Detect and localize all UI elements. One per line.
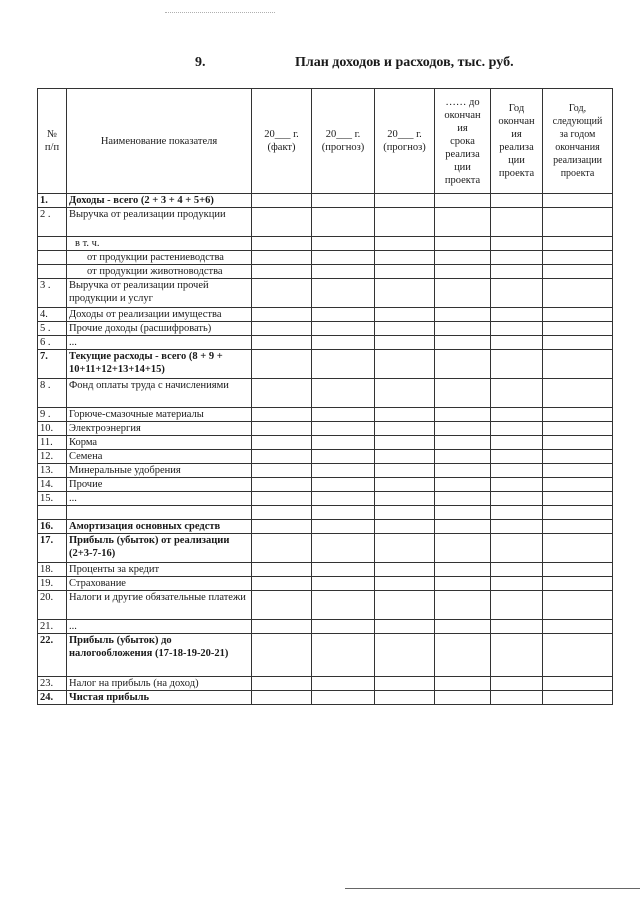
- table-row: [38, 350, 613, 379]
- value-cell[interactable]: [252, 308, 312, 322]
- table-row: [38, 422, 613, 436]
- value-cell[interactable]: [491, 492, 543, 506]
- col-header-number: № п/п: [38, 89, 67, 194]
- value-cell[interactable]: [252, 379, 312, 408]
- value-cell[interactable]: [491, 251, 543, 265]
- value-cell[interactable]: [252, 464, 312, 478]
- row-indicator-name: Электроэнергия: [67, 422, 252, 436]
- value-cell[interactable]: [543, 577, 613, 591]
- table-row: [38, 265, 613, 279]
- table-row: [38, 534, 613, 563]
- value-cell[interactable]: [491, 591, 543, 620]
- value-cell[interactable]: [375, 591, 435, 620]
- row-indicator-name: Чистая прибыль: [67, 691, 252, 705]
- value-cell[interactable]: [435, 265, 491, 279]
- row-indicator-name: Текущие расходы - всего (8 + 9 + 10+11+12+13+14+15): [67, 350, 252, 379]
- value-cell[interactable]: [312, 194, 375, 208]
- value-cell[interactable]: [435, 620, 491, 634]
- col-header-until-end: …… до окончан ия срока реализа ции проекта: [435, 89, 491, 194]
- value-cell[interactable]: [435, 194, 491, 208]
- value-cell[interactable]: [543, 322, 613, 336]
- value-cell[interactable]: [543, 350, 613, 379]
- value-cell[interactable]: [491, 194, 543, 208]
- table-row: [38, 691, 613, 705]
- value-cell[interactable]: [435, 577, 491, 591]
- row-indicator-name: Семена: [67, 450, 252, 464]
- value-cell[interactable]: [375, 492, 435, 506]
- row-indicator-name: Прочие доходы (расшифровать): [67, 322, 252, 336]
- row-indicator-name: от продукции животноводства: [67, 265, 252, 279]
- value-cell[interactable]: [543, 506, 613, 520]
- value-cell[interactable]: [312, 534, 375, 563]
- row-number: 6 .: [38, 336, 67, 350]
- row-number: 22.: [38, 634, 67, 677]
- row-indicator-name: Налоги и другие обязательные платежи: [67, 591, 252, 620]
- value-cell[interactable]: [375, 194, 435, 208]
- value-cell[interactable]: [435, 478, 491, 492]
- value-cell[interactable]: [375, 379, 435, 408]
- row-indicator-name: Горюче-смазочные материалы: [67, 408, 252, 422]
- value-cell[interactable]: [252, 279, 312, 308]
- table-row: [38, 408, 613, 422]
- row-indicator-name: Фонд оплаты труда с начислениями: [67, 379, 252, 408]
- scan-artifact: [165, 12, 275, 15]
- value-cell[interactable]: [435, 208, 491, 237]
- value-cell[interactable]: [435, 591, 491, 620]
- value-cell[interactable]: [491, 506, 543, 520]
- col-header-year2: 20___ г. (прогноз): [312, 89, 375, 194]
- value-cell[interactable]: [252, 478, 312, 492]
- value-cell[interactable]: [312, 350, 375, 379]
- value-cell[interactable]: [435, 534, 491, 563]
- value-cell[interactable]: [252, 506, 312, 520]
- row-number: 3 .: [38, 279, 67, 308]
- row-number: 1.: [38, 194, 67, 208]
- page-title: План доходов и расходов, тыс. руб.: [295, 55, 514, 70]
- value-cell[interactable]: [435, 422, 491, 436]
- value-cell[interactable]: [252, 691, 312, 705]
- value-cell[interactable]: [252, 408, 312, 422]
- value-cell[interactable]: [435, 464, 491, 478]
- value-cell[interactable]: [312, 563, 375, 577]
- value-cell[interactable]: [312, 577, 375, 591]
- value-cell[interactable]: [435, 308, 491, 322]
- table-row: [38, 336, 613, 350]
- value-cell[interactable]: [543, 336, 613, 350]
- col-header-year3: 20___ г. (прогноз): [375, 89, 435, 194]
- table-row: [38, 478, 613, 492]
- value-cell[interactable]: [491, 279, 543, 308]
- table-row: [38, 577, 613, 591]
- value-cell[interactable]: [375, 350, 435, 379]
- value-cell[interactable]: [312, 620, 375, 634]
- row-indicator-name: ...: [67, 492, 252, 506]
- row-number: 15.: [38, 492, 67, 506]
- row-number: 17.: [38, 534, 67, 563]
- table-row: [38, 208, 613, 237]
- value-cell[interactable]: [375, 422, 435, 436]
- value-cell[interactable]: [375, 251, 435, 265]
- row-indicator-name: Амортизация основных средств: [67, 520, 252, 534]
- row-number: 23.: [38, 677, 67, 691]
- row-indicator-name: Выручка от реализации продукции: [67, 208, 252, 237]
- value-cell[interactable]: [252, 634, 312, 677]
- row-indicator-name: в т. ч.: [67, 237, 252, 251]
- table-body: [38, 194, 613, 705]
- value-cell[interactable]: [435, 408, 491, 422]
- value-cell[interactable]: [252, 492, 312, 506]
- value-cell[interactable]: [375, 408, 435, 422]
- value-cell[interactable]: [312, 322, 375, 336]
- value-cell[interactable]: [375, 634, 435, 677]
- value-cell[interactable]: [491, 308, 543, 322]
- value-cell[interactable]: [435, 251, 491, 265]
- value-cell[interactable]: [312, 308, 375, 322]
- value-cell[interactable]: [435, 350, 491, 379]
- value-cell[interactable]: [435, 563, 491, 577]
- row-number: 20.: [38, 591, 67, 620]
- value-cell[interactable]: [312, 422, 375, 436]
- table-row: [38, 237, 613, 251]
- row-indicator-name: Доходы - всего (2 + 3 + 4 + 5+6): [67, 194, 252, 208]
- row-indicator-name: Прибыль (убыток) до налогообложения (17-18-19-20-21): [67, 634, 252, 677]
- value-cell[interactable]: [252, 436, 312, 450]
- value-cell[interactable]: [312, 265, 375, 279]
- value-cell[interactable]: [252, 422, 312, 436]
- value-cell[interactable]: [435, 279, 491, 308]
- value-cell[interactable]: [312, 208, 375, 237]
- table-row: [38, 279, 613, 308]
- value-cell[interactable]: [435, 237, 491, 251]
- row-indicator-name: ...: [67, 620, 252, 634]
- value-cell[interactable]: [543, 591, 613, 620]
- value-cell[interactable]: [375, 520, 435, 534]
- value-cell[interactable]: [375, 478, 435, 492]
- value-cell[interactable]: [435, 677, 491, 691]
- value-cell[interactable]: [491, 464, 543, 478]
- value-cell[interactable]: [435, 520, 491, 534]
- value-cell[interactable]: [252, 251, 312, 265]
- value-cell[interactable]: [435, 322, 491, 336]
- value-cell[interactable]: [543, 563, 613, 577]
- value-cell[interactable]: [543, 251, 613, 265]
- row-number: [38, 506, 67, 520]
- col-header-end-year: Год окончан ия реализа ции проекта: [491, 89, 543, 194]
- row-indicator-name: Выручка от реализации прочей продукции и услуг: [67, 279, 252, 308]
- value-cell[interactable]: [252, 577, 312, 591]
- value-cell[interactable]: [491, 520, 543, 534]
- value-cell[interactable]: [491, 691, 543, 705]
- value-cell[interactable]: [375, 436, 435, 450]
- row-number: [38, 251, 67, 265]
- row-indicator-name: от продукции растениеводства: [67, 251, 252, 265]
- value-cell[interactable]: [312, 506, 375, 520]
- value-cell[interactable]: [543, 691, 613, 705]
- value-cell[interactable]: [375, 691, 435, 705]
- value-cell[interactable]: [543, 379, 613, 408]
- value-cell[interactable]: [491, 478, 543, 492]
- value-cell[interactable]: [543, 265, 613, 279]
- value-cell[interactable]: [543, 634, 613, 677]
- row-number: 21.: [38, 620, 67, 634]
- table-row: [38, 563, 613, 577]
- value-cell[interactable]: [252, 563, 312, 577]
- row-number: 4.: [38, 308, 67, 322]
- value-cell[interactable]: [435, 450, 491, 464]
- row-number: 10.: [38, 422, 67, 436]
- value-cell[interactable]: [491, 450, 543, 464]
- row-number: 7.: [38, 350, 67, 379]
- value-cell[interactable]: [375, 308, 435, 322]
- value-cell[interactable]: [543, 534, 613, 563]
- value-cell[interactable]: [252, 450, 312, 464]
- value-cell[interactable]: [375, 208, 435, 237]
- row-number: 19.: [38, 577, 67, 591]
- value-cell[interactable]: [543, 450, 613, 464]
- row-number: 13.: [38, 464, 67, 478]
- value-cell[interactable]: [252, 322, 312, 336]
- table-row: [38, 322, 613, 336]
- value-cell[interactable]: [252, 194, 312, 208]
- value-cell[interactable]: [491, 208, 543, 237]
- value-cell[interactable]: [435, 691, 491, 705]
- table-row: [38, 450, 613, 464]
- value-cell[interactable]: [543, 279, 613, 308]
- table-header-row: [38, 89, 613, 194]
- col-header-name: Наименование показателя: [67, 89, 252, 194]
- value-cell[interactable]: [491, 677, 543, 691]
- value-cell[interactable]: [491, 336, 543, 350]
- row-number: 2 .: [38, 208, 67, 237]
- value-cell[interactable]: [543, 492, 613, 506]
- value-cell[interactable]: [435, 336, 491, 350]
- table-row: [38, 591, 613, 620]
- income-expense-table: [37, 88, 613, 705]
- value-cell[interactable]: [543, 620, 613, 634]
- col-header-next-year: Год, следующий за годом окончания реализации проекта: [543, 89, 613, 194]
- value-cell[interactable]: [252, 591, 312, 620]
- row-number: [38, 237, 67, 251]
- value-cell[interactable]: [312, 492, 375, 506]
- value-cell[interactable]: [491, 563, 543, 577]
- row-indicator-name: Доходы от реализации имущества: [67, 308, 252, 322]
- value-cell[interactable]: [252, 237, 312, 251]
- row-indicator-name: Прибыль (убыток) от реализации (2+3-7-16): [67, 534, 252, 563]
- value-cell[interactable]: [491, 237, 543, 251]
- value-cell[interactable]: [312, 591, 375, 620]
- row-number: 16.: [38, 520, 67, 534]
- value-cell[interactable]: [543, 308, 613, 322]
- col-header-year1: 20___ г. (факт): [252, 89, 312, 194]
- row-number: 9 .: [38, 408, 67, 422]
- value-cell[interactable]: [491, 534, 543, 563]
- value-cell[interactable]: [312, 251, 375, 265]
- value-cell[interactable]: [252, 350, 312, 379]
- value-cell[interactable]: [543, 520, 613, 534]
- row-number: 11.: [38, 436, 67, 450]
- value-cell[interactable]: [252, 265, 312, 279]
- table-row: [38, 308, 613, 322]
- table-row: [38, 251, 613, 265]
- row-indicator-name: ...: [67, 336, 252, 350]
- section-number: 9.: [195, 55, 206, 70]
- value-cell[interactable]: [491, 408, 543, 422]
- value-cell[interactable]: [375, 464, 435, 478]
- value-cell[interactable]: [312, 677, 375, 691]
- row-number: 5 .: [38, 322, 67, 336]
- table-row: [38, 194, 613, 208]
- scan-edge-line: [345, 888, 640, 889]
- value-cell[interactable]: [312, 379, 375, 408]
- table-row: [38, 436, 613, 450]
- row-indicator-name: Корма: [67, 436, 252, 450]
- value-cell[interactable]: [435, 436, 491, 450]
- value-cell[interactable]: [543, 478, 613, 492]
- row-indicator-name: Прочие: [67, 478, 252, 492]
- value-cell[interactable]: [375, 534, 435, 563]
- value-cell[interactable]: [491, 577, 543, 591]
- value-cell[interactable]: [491, 436, 543, 450]
- value-cell[interactable]: [312, 520, 375, 534]
- table-row: [38, 677, 613, 691]
- table-row: [38, 520, 613, 534]
- value-cell[interactable]: [375, 506, 435, 520]
- value-cell[interactable]: [312, 336, 375, 350]
- value-cell[interactable]: [312, 436, 375, 450]
- row-indicator-name: [67, 506, 252, 520]
- row-number: 12.: [38, 450, 67, 464]
- value-cell[interactable]: [435, 492, 491, 506]
- value-cell[interactable]: [435, 506, 491, 520]
- value-cell[interactable]: [375, 265, 435, 279]
- value-cell[interactable]: [491, 634, 543, 677]
- value-cell[interactable]: [375, 336, 435, 350]
- value-cell[interactable]: [312, 634, 375, 677]
- row-number: 18.: [38, 563, 67, 577]
- row-indicator-name: Проценты за кредит: [67, 563, 252, 577]
- row-indicator-name: Минеральные удобрения: [67, 464, 252, 478]
- value-cell[interactable]: [312, 450, 375, 464]
- value-cell[interactable]: [375, 237, 435, 251]
- value-cell[interactable]: [375, 450, 435, 464]
- table-row: [38, 620, 613, 634]
- value-cell[interactable]: [312, 464, 375, 478]
- value-cell[interactable]: [491, 322, 543, 336]
- row-indicator-name: Налог на прибыль (на доход): [67, 677, 252, 691]
- value-cell[interactable]: [252, 520, 312, 534]
- value-cell[interactable]: [312, 691, 375, 705]
- value-cell[interactable]: [375, 279, 435, 308]
- value-cell[interactable]: [491, 265, 543, 279]
- value-cell[interactable]: [543, 464, 613, 478]
- value-cell[interactable]: [491, 350, 543, 379]
- value-cell[interactable]: [312, 408, 375, 422]
- row-number: 24.: [38, 691, 67, 705]
- table-row: [38, 506, 613, 520]
- value-cell[interactable]: [252, 677, 312, 691]
- value-cell[interactable]: [543, 436, 613, 450]
- value-cell[interactable]: [435, 379, 491, 408]
- value-cell[interactable]: [375, 322, 435, 336]
- value-cell[interactable]: [252, 336, 312, 350]
- value-cell[interactable]: [491, 422, 543, 436]
- table-row: [38, 492, 613, 506]
- value-cell[interactable]: [543, 408, 613, 422]
- value-cell[interactable]: [252, 620, 312, 634]
- value-cell[interactable]: [312, 279, 375, 308]
- value-cell[interactable]: [375, 577, 435, 591]
- value-cell[interactable]: [375, 677, 435, 691]
- value-cell[interactable]: [543, 422, 613, 436]
- value-cell[interactable]: [543, 677, 613, 691]
- row-number: 8 .: [38, 379, 67, 408]
- value-cell[interactable]: [491, 620, 543, 634]
- value-cell[interactable]: [375, 620, 435, 634]
- row-indicator-name: Страхование: [67, 577, 252, 591]
- value-cell[interactable]: [375, 563, 435, 577]
- value-cell[interactable]: [543, 194, 613, 208]
- value-cell[interactable]: [312, 237, 375, 251]
- value-cell[interactable]: [491, 379, 543, 408]
- row-number: [38, 265, 67, 279]
- row-number: 14.: [38, 478, 67, 492]
- value-cell[interactable]: [543, 237, 613, 251]
- value-cell[interactable]: [252, 534, 312, 563]
- table-row: [38, 379, 613, 408]
- value-cell[interactable]: [312, 478, 375, 492]
- value-cell[interactable]: [252, 208, 312, 237]
- value-cell[interactable]: [543, 208, 613, 237]
- value-cell[interactable]: [435, 634, 491, 677]
- table-row: [38, 464, 613, 478]
- table-row: [38, 634, 613, 677]
